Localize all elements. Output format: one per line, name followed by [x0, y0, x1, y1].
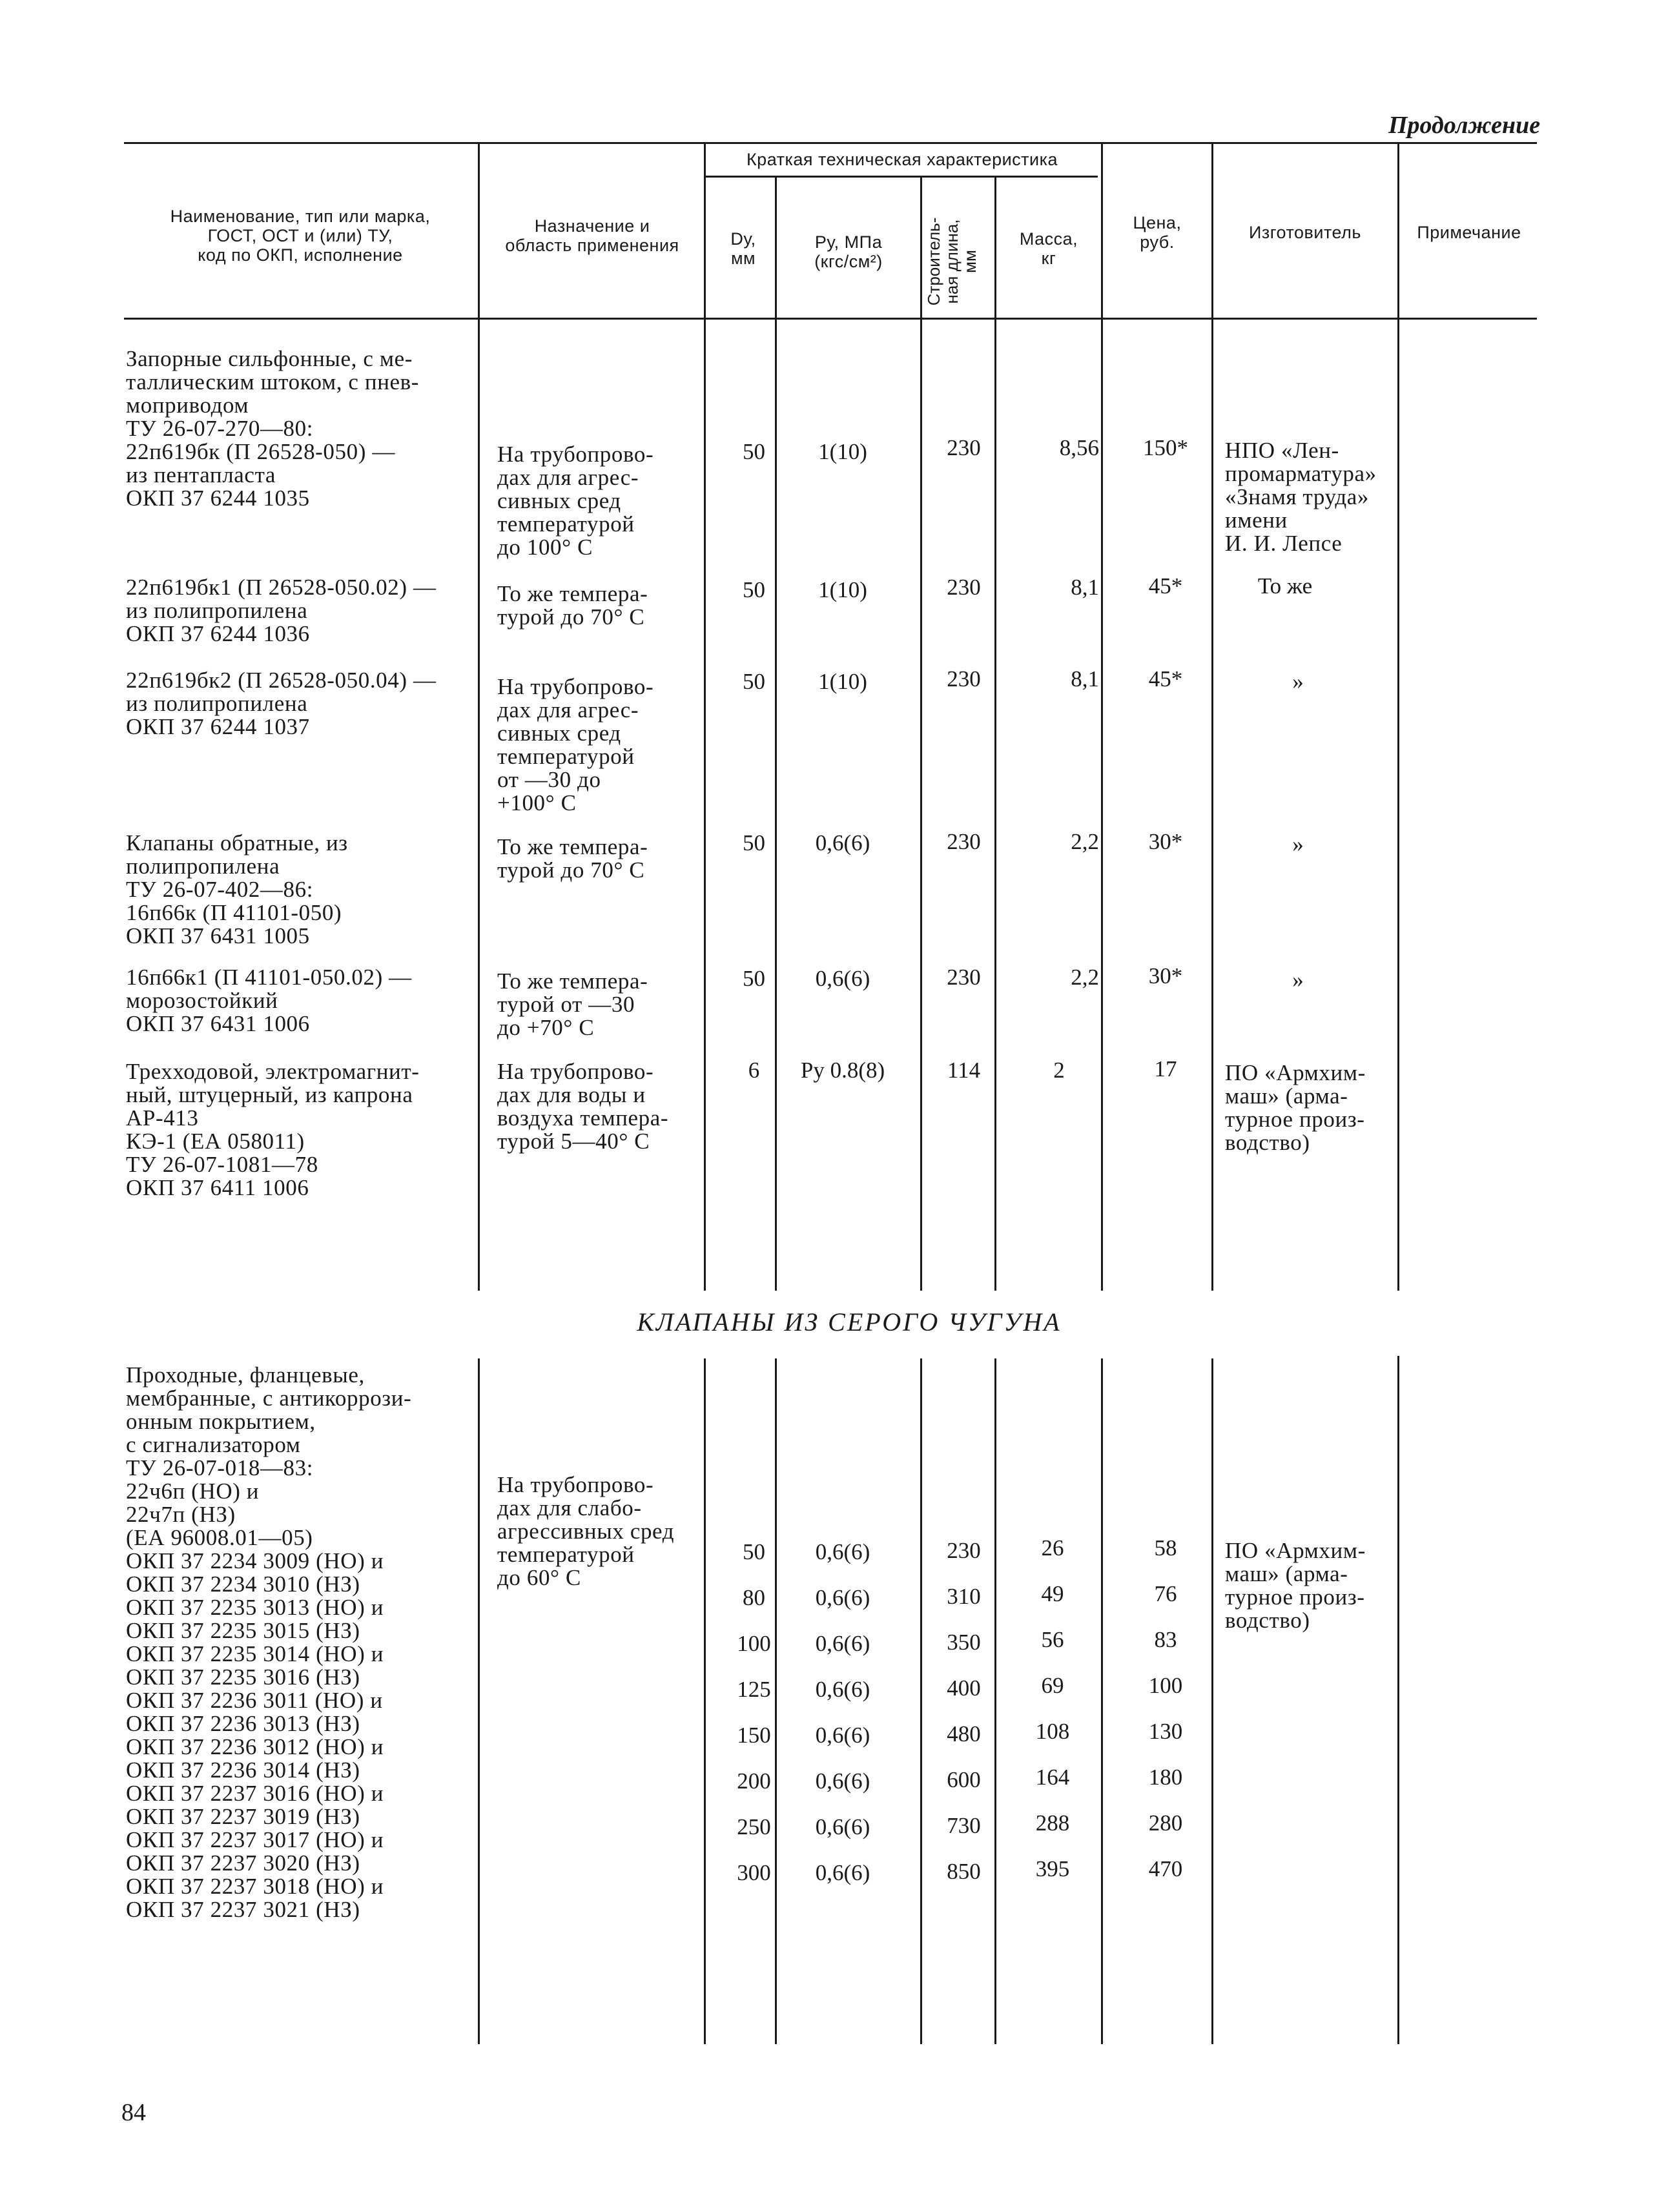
size-length: 400	[947, 1675, 981, 1701]
group-header-rule	[704, 176, 1098, 178]
row-length: 230	[947, 965, 981, 990]
size-py: 0,6(6)	[815, 1723, 870, 1748]
size-dy: 300	[737, 1860, 771, 1885]
row-name: Запорные сильфонные, с ме- таллическим штоком, с пнев- моприводом ТУ 26-07-270—80: 22п619бк (П 26528-050) — из пентапласта ОКП 37 6244 1035	[126, 346, 420, 511]
size-py: 0,6(6)	[815, 1860, 870, 1885]
size-mass: 56	[1041, 1627, 1064, 1652]
size-price: 130	[1148, 1719, 1183, 1744]
size-py: 0,6(6)	[815, 1677, 870, 1702]
size-py: 0,6(6)	[815, 1585, 870, 1610]
size-py: 0,6(6)	[815, 1768, 870, 1794]
section-title: КЛАПАНЫ ИЗ СЕРОГО ЧУГУНА	[637, 1307, 1062, 1336]
size-py: 0,6(6)	[815, 1631, 870, 1656]
row-mass: 8,1	[1071, 666, 1099, 691]
size-mass: 26	[1041, 1535, 1064, 1561]
cast-iron-maker: ПО «Армхим- маш» (арма- турное произ- водство)	[1225, 1538, 1366, 1633]
size-dy: 150	[737, 1723, 771, 1748]
header-mass-column: Масса, кг	[1019, 229, 1078, 268]
row-purpose: На трубопрово- дах для агрес- сивных сред температурой до 100° С	[497, 442, 654, 560]
column-divider	[920, 319, 922, 1291]
row-mass: 8,56	[1059, 435, 1099, 460]
size-py: 0,6(6)	[815, 1814, 870, 1839]
header-divider	[994, 177, 996, 318]
size-dy: 50	[743, 1539, 765, 1564]
size-length: 230	[947, 1538, 981, 1563]
row-name: 16п66к1 (П 41101-050.02) — морозостойкий ОКП 37 6431 1006	[126, 965, 412, 1036]
header-py-column: Pу, МПа (кгс/см²)	[814, 232, 883, 271]
column-divider	[1211, 319, 1213, 1291]
row-purpose: На трубопрово- дах для агрес- сивных сред температурой от —30 до +100° С	[497, 674, 654, 815]
row-py: 0,6(6)	[815, 966, 870, 991]
row-name: 22п619бк2 (П 26528-050.04) — из полипропилена ОКП 37 6244 1037	[126, 668, 437, 739]
row-maker: »	[1292, 669, 1304, 694]
size-length: 730	[947, 1813, 981, 1838]
row-length: 230	[947, 435, 981, 460]
row-dy: 6	[748, 1058, 760, 1083]
row-length: 230	[947, 829, 981, 854]
size-mass: 395	[1035, 1856, 1070, 1881]
row-mass: 2,2	[1071, 829, 1099, 854]
page-number: 84	[121, 2099, 146, 2126]
header-note-column: Примечание	[1417, 223, 1521, 242]
row-mass: 2,2	[1071, 965, 1099, 990]
row-py: 1(10)	[818, 669, 867, 694]
column-divider	[704, 1358, 706, 2044]
size-mass: 108	[1035, 1719, 1070, 1744]
row-purpose: На трубопрово- дах для воды и воздуха темпера- турой 5—40° С	[497, 1059, 669, 1154]
header-divider	[775, 177, 777, 318]
row-length: 230	[947, 666, 981, 691]
header-length-column: Строитель- ная длина, мм	[924, 217, 980, 306]
cast-iron-name: Проходные, фланцевые, мембранные, с антикоррози- онным покрытием, с сигнализатором ТУ 26-07-018—83: 22ч6п (НО) и 22ч7п (НЗ) (ЕА 96008.01—05) ОКП 37 2234 3009 (НО) и ОКП 37 2234 3010 (НЗ) ОКП 37 2235 3013 (НО) и ОКП 37 2235 3015 (НЗ) ОКП 37 2235 3014 (НО) и ОКП 37 2235 3016 (НЗ) ОКП 37 2236 3011 (НО) и ОКП 37 2236 3013 (НЗ) ОКП 37 2236 3012 (НО) и ОКП 37 2236 3014 (НЗ) ОКП 37 2237 3016 (НО) и ОКП 37 2237 3019 (НЗ) ОКП 37 2237 3017 (НО) и ОКП 37 2237 3020 (НЗ) ОКП 37 2237 3018 (НО) и ОКП 37 2237 3021 (НЗ)	[126, 1362, 412, 1922]
size-price: 280	[1148, 1810, 1183, 1836]
size-price: 83	[1154, 1627, 1177, 1652]
column-divider	[775, 1358, 777, 2044]
header-divider	[1101, 143, 1103, 318]
size-py: 0,6(6)	[815, 1539, 870, 1564]
size-dy: 100	[737, 1631, 771, 1656]
size-length: 600	[947, 1767, 981, 1792]
table-top-rule	[124, 142, 1537, 144]
column-divider	[920, 1358, 922, 2044]
size-price: 100	[1148, 1673, 1183, 1698]
size-dy: 250	[737, 1814, 771, 1839]
header-divider	[1211, 143, 1213, 318]
row-maker: НПО «Лен- промарматура» «Знамя труда» имени И. И. Лепсе	[1225, 438, 1377, 556]
size-mass: 164	[1035, 1765, 1070, 1790]
header-bottom-rule	[124, 318, 1537, 320]
row-mass: 2	[1053, 1058, 1065, 1083]
row-maker: ПО «Армхим- маш» (арма- турное произ- водство)	[1225, 1060, 1366, 1155]
row-dy: 50	[743, 439, 765, 464]
size-mass: 69	[1041, 1673, 1064, 1698]
row-dy: 50	[743, 830, 765, 855]
row-purpose: То же темпера- турой от —30 до +70° С	[497, 968, 648, 1040]
size-price: 470	[1148, 1856, 1183, 1881]
row-mass: 8,1	[1071, 575, 1099, 600]
row-py: 0,6(6)	[815, 830, 870, 855]
header-name-column: Наименование, тип или марка, ГОСТ, ОСТ и (или) ТУ, код по ОКП, исполнение	[170, 207, 431, 265]
header-group-title: Краткая техническая характеристика	[746, 150, 1058, 169]
row-name: 22п619бк1 (П 26528-050.02) — из полипропилена ОКП 37 6244 1036	[126, 575, 437, 646]
row-py: 1(10)	[818, 439, 867, 464]
column-divider	[1211, 1358, 1213, 2044]
row-py: Pу 0.8(8)	[800, 1058, 885, 1083]
size-mass: 288	[1035, 1810, 1070, 1836]
header-purpose-column: Назначение и область применения	[505, 216, 679, 255]
row-py: 1(10)	[818, 577, 867, 602]
row-price: 45*	[1148, 666, 1183, 691]
size-length: 310	[947, 1584, 981, 1609]
size-mass: 49	[1041, 1581, 1064, 1606]
row-maker: То же	[1257, 573, 1313, 599]
row-length: 230	[947, 575, 981, 600]
size-length: 350	[947, 1630, 981, 1655]
header-divider	[704, 143, 706, 318]
column-divider	[994, 1358, 996, 2044]
row-price: 30*	[1148, 829, 1183, 854]
header-divider	[920, 177, 922, 318]
row-maker: »	[1292, 967, 1304, 992]
row-purpose: То же темпера- турой до 70° С	[497, 834, 648, 883]
header-dy-column: Dу, мм	[730, 229, 756, 268]
size-length: 480	[947, 1721, 981, 1746]
header-maker-column: Изготовитель	[1249, 223, 1361, 242]
row-length: 114	[947, 1058, 981, 1083]
row-dy: 50	[743, 577, 765, 602]
size-dy: 80	[743, 1585, 765, 1610]
column-divider	[1397, 1356, 1399, 2044]
column-divider	[478, 319, 480, 1291]
column-divider	[775, 319, 777, 1291]
row-price: 30*	[1148, 963, 1183, 988]
continuation-label: Продолжение	[1388, 112, 1541, 139]
header-divider	[478, 143, 480, 318]
column-divider	[478, 1358, 480, 2044]
column-divider	[994, 319, 996, 1291]
size-price: 58	[1154, 1535, 1177, 1561]
row-name: Клапаны обратные, из полипропилена ТУ 26-07-402—86: 16п66к (П 41101-050) ОКП 37 6431 1005	[126, 830, 348, 948]
size-dy: 125	[737, 1677, 771, 1702]
row-dy: 50	[743, 669, 765, 694]
row-price: 17	[1154, 1056, 1177, 1081]
column-divider	[1101, 319, 1103, 1291]
row-price: 45*	[1148, 573, 1183, 599]
header-divider	[1397, 143, 1399, 318]
row-name: Трехходовой, электромагнит- ный, штуцерный, из капрона АР-413 КЭ-1 (ЕА 058011) ТУ 26-07-1081—78 ОКП 37 6411 1006	[126, 1059, 420, 1200]
size-price: 76	[1154, 1581, 1177, 1606]
size-length: 850	[947, 1859, 981, 1884]
row-maker: »	[1292, 832, 1304, 857]
size-dy: 200	[737, 1768, 771, 1794]
header-price-column: Цена, руб.	[1133, 213, 1182, 252]
row-purpose: То же темпера- турой до 70° С	[497, 581, 648, 630]
size-price: 180	[1148, 1765, 1183, 1790]
row-price: 150*	[1143, 435, 1188, 460]
row-dy: 50	[743, 966, 765, 991]
cast-iron-purpose: На трубопрово- дах для слабо- агрессивных сред температурой до 60° С	[497, 1472, 675, 1590]
column-divider	[1101, 1358, 1103, 2044]
column-divider	[704, 319, 706, 1291]
